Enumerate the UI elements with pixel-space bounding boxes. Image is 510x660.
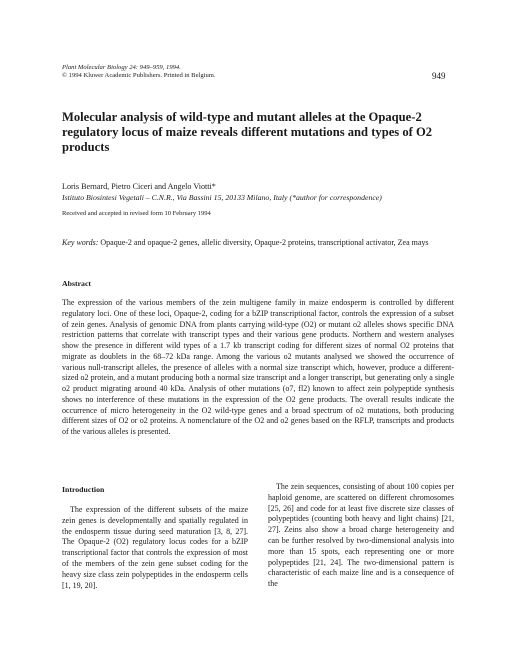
keywords-list: Opaque-2 and opaque-2 genes, allelic diversity, Opaque-2 proteins, transcriptional activator, Zea mays — [100, 238, 429, 247]
author-list: Loris Bernard, Pietro Ciceri and Angelo Viotti* — [62, 182, 216, 191]
journal-citation: Plant Molecular Biology 24: 949–959, 1994. — [62, 64, 181, 71]
journal-header — [62, 64, 216, 80]
keywords — [62, 238, 452, 249]
introduction-heading: Introduction — [62, 485, 105, 494]
intro-left-column: The expression of the different subsets of the maize zein genes is developmentally and spatially regulated in the endosperm tissue during seed maturation [3, 8, 27]. The Opaque-2 (O2) regulatory locus codes for a bZIP transcriptional factor that controls the expression of most of the members of the zein gene subset coding for the heavy size class zein polypeptides in the endosperm cells [1, 19, 20]. — [62, 505, 248, 590]
received-date: Received and accepted in revised form 10 February 1994 — [62, 210, 211, 217]
author-affiliation: Istituto Biosintesi Vegetali – C.N.R., Via Bassini 15, 20133 Milano, Italy (*author for correspondence) — [62, 193, 382, 202]
abstract-heading: Abstract — [62, 279, 92, 288]
copyright-line: © 1994 Kluwer Academic Publishers. Printed in Belgium. — [62, 72, 216, 79]
abstract-text: The expression of the various members of the zein multigene family in maize endosperm is controlled by different regulatory loci. One of these loci, Opaque-2, coding for a bZIP transcriptional factor, controls the expression of a subset of zein genes. Analysis of genomic DNA from plants carrying wild-type (O2) or mutant o2 alleles shows specific DNA restriction patterns that correlate with transcript types and their various gene products. Northern and western analyses show the presence in different wild types of a 1.7 kb transcript coding for different sizes of normal O2 proteins that migrate as doublets in the 68–72 kDa range. Among the various o2 mutants analysed we showed the occurrence of various null-transcript alleles, the presence of alleles with a normal size transcript which, however, produce a different-sized o2 protein, and a mutant producing both a normal size transcript and a longer transcript, but generating only a single o2 product migrating around 40 kDa. Analysis of other mutations (o7, fl2) known to affect zein polypeptide synthesis shows no interference of these mutations in the expression of the O2 gene products. The overall results indicate the occurrence of micro heterogeneity in the O2 wild-type genes and a broad spectrum of o2 mutations, both producing different sizes of O2 or o2 proteins. A nomenclature of the O2 and o2 genes based on the RFLP, transcripts and products of the various alleles is presented. — [62, 298, 454, 436]
page-number: 949 — [432, 71, 446, 81]
article-title: Molecular analysis of wild-type and mutant alleles at the Opaque-2 regulatory locus of maize reveals different mutations and types of O2 products — [62, 110, 433, 154]
intro-right-column: The zein sequences, consisting of about 100 copies per haploid genome, are scattered on different chromosomes [25, 26] and code for at least five discrete size classes of polypeptides (counting both heavy and light chains) [21, 27]. Zeins also show a broad charge heterogeneity and can be further resolved by two-dimensional analysis into more than 15 spots, each representing one or more polypeptides [21, 24]. The two-dimensional pattern is characteristic of each maize line and is a consequence of the — [268, 482, 454, 589]
keywords-label: Key words: — [62, 238, 99, 247]
